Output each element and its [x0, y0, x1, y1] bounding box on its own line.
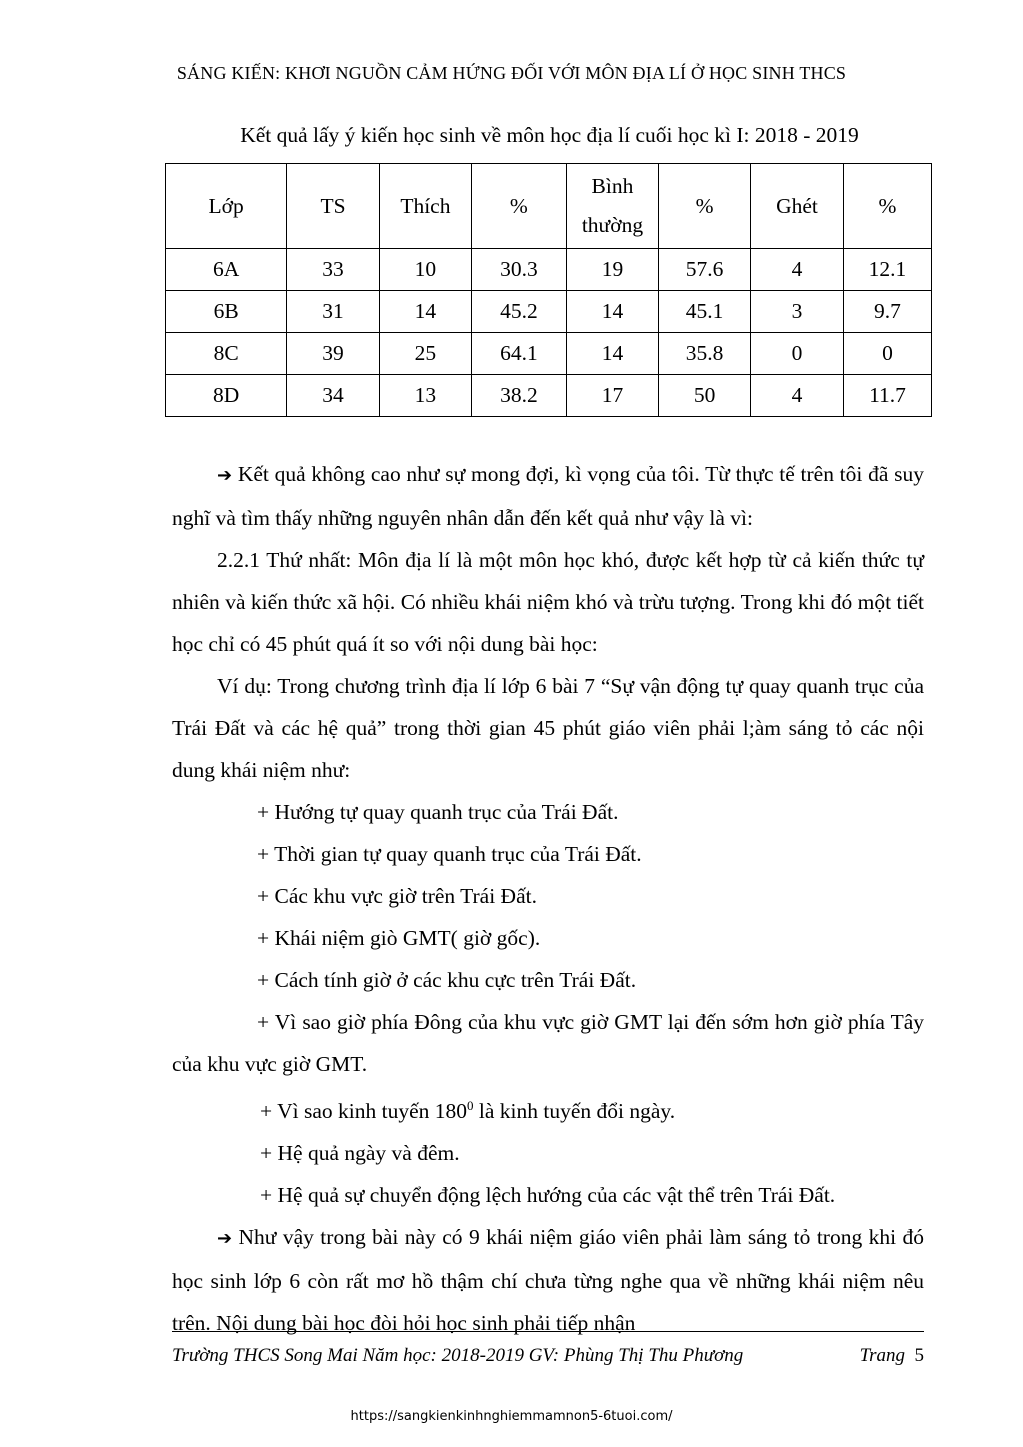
- header-ts: TS: [287, 164, 380, 249]
- kinh-tuyen-text-end: là kinh tuyến đổi ngày.: [473, 1099, 676, 1124]
- table-cell: 4: [751, 375, 844, 417]
- table-cell: 45.2: [471, 291, 566, 333]
- table-cell: 64.1: [471, 333, 566, 375]
- table-cell: 34: [287, 375, 380, 417]
- list-item: + Các khu vực giờ trên Trái Đất.: [257, 884, 537, 908]
- source-url[interactable]: https://sangkienkinhnghiemmamnon5-6tuoi.com/: [350, 1409, 673, 1424]
- degree-superscript: 0: [467, 1098, 474, 1113]
- header-ghet: Ghét: [751, 164, 844, 249]
- page-indicator: [860, 1345, 924, 1367]
- table-cell: 13: [379, 375, 471, 417]
- arrow-right-icon: ➔: [217, 465, 233, 486]
- table-cell: 9.7: [843, 291, 931, 333]
- list-item: + Vì sao giờ phía Đông của khu vực giờ GMT lại đến sớm hơn giờ phía Tây của khu vực giờ GMT.: [172, 1010, 924, 1076]
- paragraph-reason-1: 2.2.1 Thứ nhất: Môn địa lí là một môn học khó, được kết hợp từ cả kiến thức tự nhiên và kiến thức xã hội. Có nhiều khái niệm khó và trừu tượng. Trong khi đó một tiết học chỉ có 45 phút quá ít so với nội dung bài học:: [172, 548, 924, 656]
- header-percent-binh-thuong: %: [659, 164, 751, 249]
- paragraph-conclusion: [172, 453, 924, 539]
- page-number: 5: [914, 1345, 924, 1366]
- header-thich: Thích: [379, 164, 471, 249]
- table-cell: 12.1: [843, 249, 931, 291]
- table-cell: 39: [287, 333, 380, 375]
- list-item: + Khái niệm giò GMT( giờ gốc).: [257, 926, 541, 950]
- table-row: [166, 333, 932, 375]
- kinh-tuyen-text: + Vì sao kinh tuyến 180: [260, 1099, 468, 1124]
- table-cell: 8D: [166, 375, 287, 417]
- table-cell: 4: [751, 249, 844, 291]
- table-caption: Kết quả lấy ý kiến học sinh về môn học địa lí cuối học kì I: 2018 - 2019: [240, 123, 859, 147]
- list-item: + Hệ quả ngày và đêm.: [260, 1141, 460, 1166]
- table-cell: 45.1: [659, 291, 751, 333]
- table-cell: 6B: [166, 291, 287, 333]
- list-item: + Cách tính giờ ở các khu cực trên Trái Đất.: [257, 968, 637, 992]
- body-text: [172, 453, 924, 1344]
- page-label: Trang: [859, 1345, 905, 1366]
- header-binh-thuong: [566, 164, 658, 249]
- table-cell: 11.7: [843, 375, 931, 417]
- table-cell: 8C: [166, 333, 287, 375]
- table-cell: 38.2: [471, 375, 566, 417]
- list-item-kinh-tuyen: [172, 1085, 924, 1132]
- header-lop: Lớp: [166, 164, 287, 249]
- table-cell: 0: [751, 333, 844, 375]
- table-cell: 10: [379, 249, 471, 291]
- list-item: + Thời gian tự quay quanh trục của Trái Đất.: [257, 842, 642, 866]
- table-cell: 3: [751, 291, 844, 333]
- table-cell: 50: [659, 375, 751, 417]
- footer-school-info: Trường THCS Song Mai Năm học: 2018-2019 GV: Phùng Thị Thu Phương: [172, 1345, 744, 1366]
- list-item: + Hệ quả sự chuyển động lệch hướng của các vật thể trên Trái Đất.: [260, 1183, 836, 1208]
- paragraph-example: Ví dụ: Trong chương trình địa lí lớp 6 bài 7 “Sự vận động tự quay quanh trục của Trái Đất và các hệ quả” trong thời gian 45 phút giáo viên phải l;àm sáng tỏ các nội dung khái niệm như:: [172, 674, 924, 782]
- header-binh-thuong-line1: Bình: [591, 174, 634, 198]
- footer-divider: [172, 1331, 924, 1332]
- header-binh-thuong-line2: thường: [581, 213, 644, 237]
- table-cell: 25: [379, 333, 471, 375]
- results-table: [165, 163, 932, 417]
- page-footer: [172, 1345, 924, 1367]
- table-cell: 14: [566, 291, 658, 333]
- table-header-row: [166, 164, 932, 249]
- table-cell: 57.6: [659, 249, 751, 291]
- table-cell: 30.3: [471, 249, 566, 291]
- table-cell: 14: [379, 291, 471, 333]
- header-percent-thich: %: [471, 164, 566, 249]
- table-cell: 6A: [166, 249, 287, 291]
- table-cell: 14: [566, 333, 658, 375]
- table-cell: 17: [566, 375, 658, 417]
- paragraph-summary: [172, 1216, 924, 1344]
- table-cell: 31: [287, 291, 380, 333]
- page-header: SÁNG KIẾN: KHƠI NGUỒN CẢM HỨNG ĐỐI VỚI MÔN ĐỊA LÍ Ở HỌC SINH THCS: [176, 63, 847, 83]
- table-row: [166, 375, 932, 417]
- header-percent-ghet: %: [843, 164, 931, 249]
- table-cell: 33: [287, 249, 380, 291]
- table-cell: 0: [843, 333, 931, 375]
- table-row: [166, 249, 932, 291]
- paragraph-summary-text: Như vậy trong bài này có 9 khái niệm giáo viên phải làm sáng tỏ trong khi đó học sinh lớp 6 còn rất mơ hồ thậm chí chưa từng nghe qua về những khái niệm nêu trên. Nội dung bài học đòi hỏi học sinh phải tiếp nhận: [172, 1225, 925, 1336]
- arrow-right-icon: ➔: [217, 1228, 233, 1250]
- list-item: + Hướng tự quay quanh trục của Trái Đất.: [257, 800, 619, 824]
- table-cell: 35.8: [659, 333, 751, 375]
- table-cell: 19: [566, 249, 658, 291]
- table-row: [166, 291, 932, 333]
- paragraph-conclusion-text: Kết quả không cao như sự mong đợi, kì vọng của tôi. Từ thực tế trên tôi đã suy nghĩ và tìm thấy những nguyên nhân dẫn đến kết quả như vậy là vì:: [172, 462, 925, 530]
